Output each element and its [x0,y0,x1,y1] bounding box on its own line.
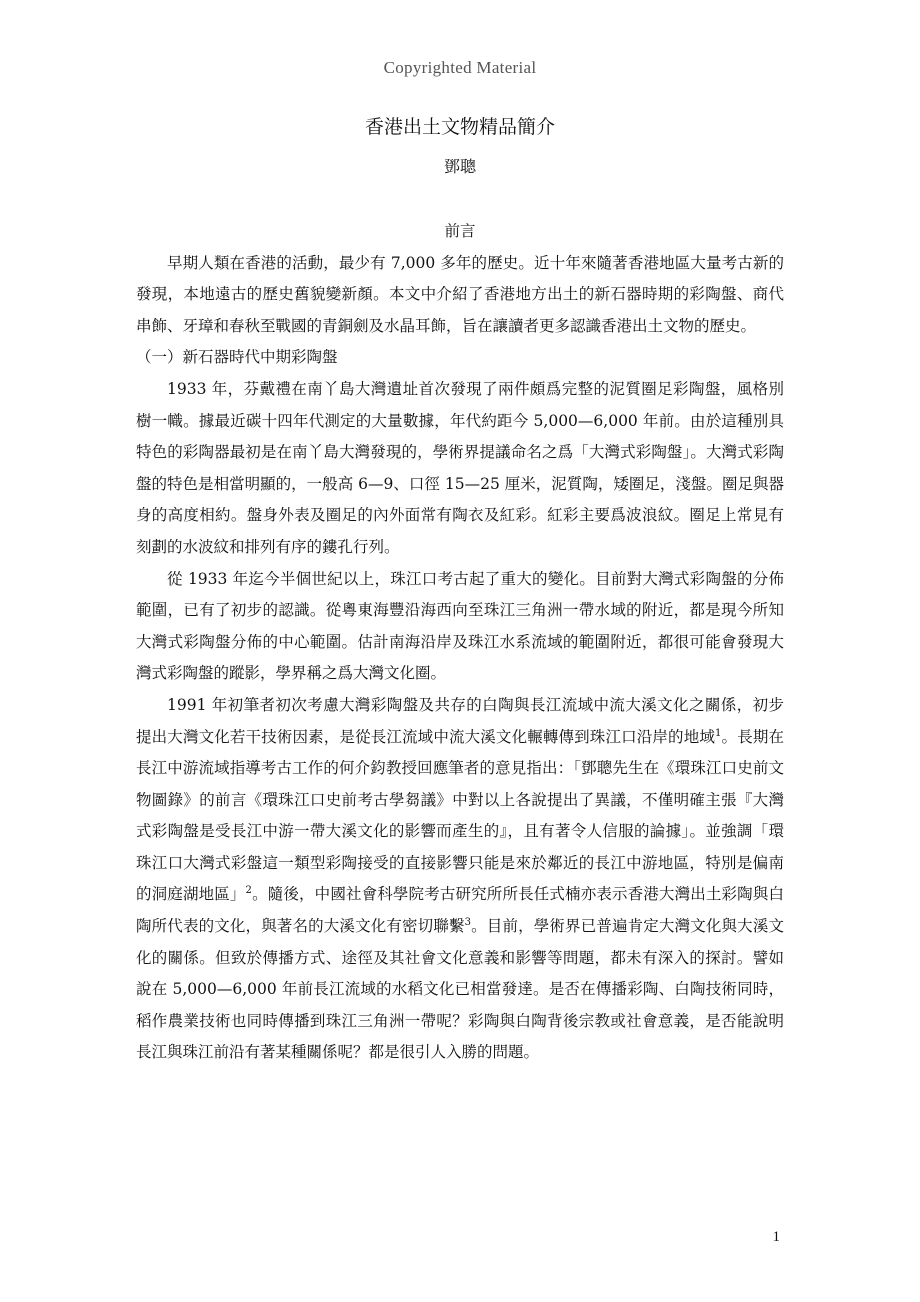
page-number: 1 [772,1229,780,1245]
article-title: 香港出土文物精品簡介 [364,116,555,138]
author-name: 鄧聰 [443,157,476,176]
paragraph-text: 1991 年初筆者初次考慮大灣彩陶盤及共存的白陶與長江流域中流大溪文化之關係，初步提出大灣文化若干技術因素，是從長江流域中流大溪文化輾轉傳到珠江口沿岸的地域 [136,695,784,746]
paragraph-text: 。隨後，中國社會科學院考古研究所所長任式楠亦表示香港大灣出土彩陶與白陶所代表的文化，與著名的大溪文化有密切聯繫 [136,885,784,936]
body-paragraph: 從 1933 年迄今半個世紀以上，珠江口考古起了重大的變化。目前對大灣式彩陶盤的分佈範圍，已有了初步的認識。從粵東海豐沿海西向至珠江三角洲一帶水域的附近，都是現今所知大灣式彩陶盤分佈的中心範圍。估計南海沿岸及珠江水系流域的範圍附近，都很可能會發現大灣式彩陶盤的蹤影，學界稱之爲大灣文化圈。 [136,569,784,683]
footnote-marker: 1 [715,727,722,739]
paragraph-text: 。目前，學術界已普遍肯定大灣文化與大溪文化的關係。但致於傳播方式、途徑及其社會文化意義和影響等問題，都未有深入的探討。譬如說在 5,000—6,000 年前長江流域的水稻文化已相當發達。是否在傳播彩陶、白陶技術同時，稻作農業技術也同時傳播到珠江三角洲一帶呢？彩陶與白陶背後宗教或社會意義，是否能說明長江與珠江前沿有著某種關係呢？都是很引人入勝的問題。 [136,917,784,1062]
preface-heading: 前言 [444,222,476,240]
body-paragraph: 1933 年，芬戴禮在南丫島大灣遺址首次發現了兩件頗爲完整的泥質圈足彩陶盤，風格別樹一幟。據最近碳十四年代測定的大量數據，年代約距今 5,000—6,000 年前。由於這種別具特色的彩陶器最初是在南丫島大灣發現的，學術界提議命名之爲「大灣式彩陶盤」。大灣式彩陶盤的特色是相當明顯的，一般高 6—9、口徑 15—25 厘米，泥質陶，矮圈足，淺盤。圈足與器身的高度相約。盤身外表及圈足的內外面常有陶衣及紅彩。紅彩主要爲波浪紋。圈足上常見有刻劃的水波紋和排列有序的鏤孔行列。 [136,379,784,556]
preface-paragraph: 早期人類在香港的活動，最少有 7,000 多年的歷史。近十年來隨著香港地區大量考古新的發現，本地遠古的歷史舊貌變新顏。本文中介紹了香港地方出土的新石器時期的彩陶盤、商代串飾、牙璋和春秋至戰國的青銅劍及水晶耳飾，旨在讓讀者更多認識香港出土文物的歷史。 [136,253,784,335]
copyright-watermark: Copyrighted Material [383,58,537,77]
body-paragraph [136,690,784,1069]
paragraph-text: 。長期在長江中游流域指導考古工作的何介鈞教授回應筆者的意見指出：「鄧聰先生在《環珠江口史前文物圖錄》的前言《環珠江口史前考古學芻議》中對以上各說提出了異議，不僅明確主張『大灣式彩陶盤是受長江中游一帶大溪文化的影響而產生的』，且有著令人信服的論據」。並強調「環珠江口大灣式彩盤這一類型彩陶接受的直接影響只能是來於鄰近的長江中游地區，特別是偏南的洞庭湖地區」 [136,727,784,904]
footnote-marker: 3 [464,916,471,928]
footnote-marker: 2 [245,885,252,897]
section-heading: （一）新石器時代中期彩陶盤 [136,348,338,367]
article-body [136,216,784,1069]
